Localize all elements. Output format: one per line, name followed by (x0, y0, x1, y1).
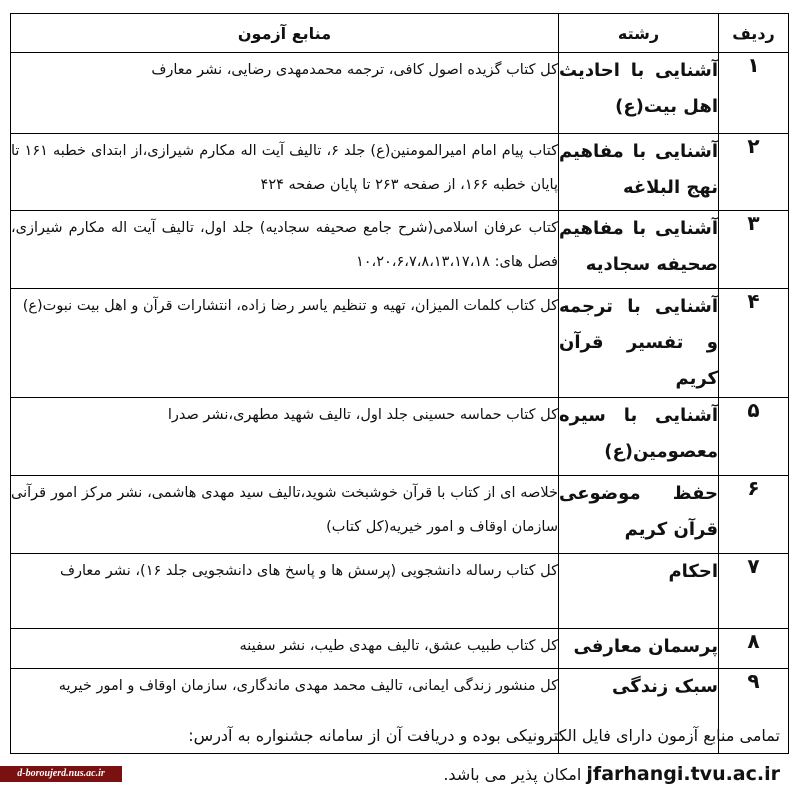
row-number: ۵ (719, 398, 789, 476)
footer-note-line1: تمامی منابع آزمون دارای فایل الکترونیکی بوده و دریافت آن از سامانه جشنواره به آدرس: (188, 726, 780, 745)
watermark-stamp: d-boroujerd.nus.ac.ir (0, 766, 122, 782)
row-field: آشنایی با مفاهیم نهج البلاغه (559, 134, 719, 211)
row-field: احکام (559, 554, 719, 629)
footer-note-line2-text: امکان پذیر می باشد. (443, 765, 582, 784)
row-sources: کتاب پیام امام امیرالمومنین(ع) جلد ۶، تالیف آیت اله مکارم شیرازی،از ابتدای خطبه ۱۶۱ تا پایان خطبه ۱۶۶، از صفحه ۲۶۳ تا پایان صفحه ۴۲۴ (11, 134, 559, 211)
row-field: آشنایی با ترجمه و تفسیر قرآن کریم (559, 289, 719, 398)
table-row (11, 398, 789, 476)
row-field: آشنایی با احادیث اهل بیت(ع) (559, 53, 719, 134)
row-field: پرسمان معارفی (559, 629, 719, 669)
table-row (11, 554, 789, 629)
footer-note-line2 (10, 763, 780, 785)
table-row (11, 134, 789, 211)
row-number: ۲ (719, 134, 789, 211)
row-number: ۸ (719, 629, 789, 669)
festival-url-link[interactable]: jfarhangi.tvu.ac.ir (586, 763, 780, 785)
row-field: آشنایی با مفاهیم صحیفه سجادیه (559, 211, 719, 289)
exam-sources-table (10, 13, 789, 754)
table-row (11, 289, 789, 398)
row-sources: کل کتاب حماسه حسینی جلد اول، تالیف شهید مطهری،نشر صدرا (11, 398, 559, 476)
row-field: حفظ موضوعی قرآن کریم (559, 476, 719, 554)
row-number: ۹ (719, 669, 789, 754)
table-row (11, 211, 789, 289)
row-sources: کل کتاب رساله دانشجویی (پرسش ها و پاسخ های دانشجویی جلد ۱۶)، نشر معارف (11, 554, 559, 629)
table-header-row (11, 14, 789, 53)
table-row (11, 53, 789, 134)
header-field: رشته (559, 14, 719, 53)
row-field: سبک زندگی (559, 669, 719, 754)
row-field: آشنایی با سیره معصومین(ع) (559, 398, 719, 476)
row-number: ۶ (719, 476, 789, 554)
header-row-no: ردیف (719, 14, 789, 53)
row-sources: خلاصه ای از کتاب با قرآن خوشبخت شوید،تالیف سید مهدی هاشمی، نشر مرکز امور قرآنی سازمان اوقاف و امور خیریه(کل کتاب) (11, 476, 559, 554)
row-number: ۷ (719, 554, 789, 629)
table-row (11, 476, 789, 554)
table-row (11, 629, 789, 669)
row-sources: کل کتاب طبیب عشق، تالیف مهدی طیب، نشر سفینه (11, 629, 559, 669)
row-sources: کتاب عرفان اسلامی(شرح جامع صحیفه سجادیه) جلد اول، تالیف آیت اله مکارم شیرازی، فصل های: ۱۰،۲۰،۶،۷،۸،۱۳،۱۷،۱۸ (11, 211, 559, 289)
row-sources: کل کتاب گزیده اصول کافی، ترجمه محمدمهدی رضایی، نشر معارف (11, 53, 559, 134)
row-number: ۴ (719, 289, 789, 398)
header-sources: منابع آزمون (11, 14, 559, 53)
row-sources: کل کتاب کلمات المیزان، تهیه و تنظیم یاسر رضا زاده، انتشارات قرآن و اهل بیت نبوت(ع) (11, 289, 559, 398)
row-sources: کل منشور زندگی ایمانی، تالیف محمد مهدی ماندگاری، سازمان اوقاف و امور خیریه (11, 669, 559, 754)
row-number: ۳ (719, 211, 789, 289)
row-number: ۱ (719, 53, 789, 134)
